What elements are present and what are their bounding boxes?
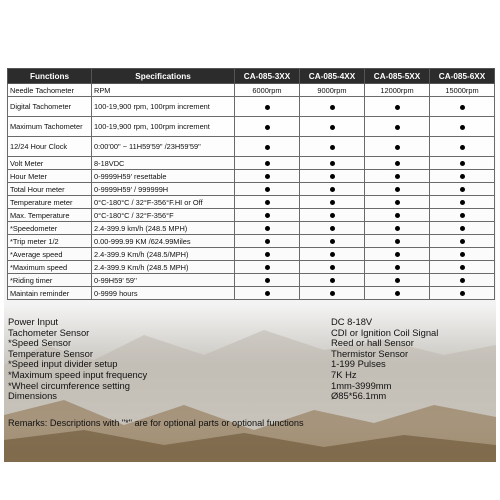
bullet-dot-icon bbox=[395, 252, 400, 257]
bullet-dot-icon bbox=[460, 213, 465, 218]
bullet-dot-icon bbox=[395, 226, 400, 231]
feature-available-cell bbox=[300, 183, 365, 196]
feature-available-cell bbox=[365, 137, 430, 157]
spec-value: Reed or hall Sensor bbox=[331, 337, 414, 349]
feature-available-cell bbox=[430, 97, 495, 117]
bullet-dot-icon bbox=[330, 187, 335, 192]
bullet-dot-icon bbox=[395, 187, 400, 192]
table-row bbox=[8, 248, 495, 261]
function-cell: Total Hour meter bbox=[8, 183, 92, 196]
feature-available-cell bbox=[430, 196, 495, 209]
bullet-dot-icon bbox=[330, 226, 335, 231]
model-value-cell: 12000rpm bbox=[365, 84, 430, 97]
spec-label: *Maximum speed input frequency bbox=[8, 368, 148, 380]
bullet-dot-icon bbox=[460, 252, 465, 257]
bullet-dot-icon bbox=[460, 239, 465, 244]
feature-available-cell bbox=[430, 248, 495, 261]
table-row bbox=[8, 97, 495, 117]
feature-available-cell bbox=[430, 235, 495, 248]
bullet-dot-icon bbox=[460, 291, 465, 296]
bullet-dot-icon bbox=[330, 200, 335, 205]
bullet-dot-icon bbox=[265, 278, 270, 283]
bullet-dot-icon bbox=[395, 278, 400, 283]
table-row bbox=[8, 235, 495, 248]
bullet-dot-icon bbox=[265, 226, 270, 231]
feature-available-cell bbox=[430, 157, 495, 170]
table-row bbox=[8, 196, 495, 209]
bullet-dot-icon bbox=[395, 265, 400, 270]
function-cell: Hour Meter bbox=[8, 170, 92, 183]
table-row bbox=[8, 137, 495, 157]
bullet-dot-icon bbox=[395, 125, 400, 130]
feature-available-cell bbox=[430, 222, 495, 235]
table-row bbox=[8, 157, 495, 170]
feature-available-cell bbox=[300, 287, 365, 300]
feature-available-cell bbox=[300, 117, 365, 137]
spec-label: *Wheel circumference setting bbox=[8, 379, 130, 391]
spec-cell: RPM bbox=[92, 84, 235, 97]
spec-cell: 2.4-399.9 Km/h (248.5/MPH) bbox=[92, 248, 235, 261]
function-cell: Maintain reminder bbox=[8, 287, 92, 300]
bullet-dot-icon bbox=[330, 265, 335, 270]
table-row bbox=[8, 183, 495, 196]
function-cell: Temperature meter bbox=[8, 196, 92, 209]
feature-available-cell bbox=[300, 209, 365, 222]
feature-available-cell bbox=[235, 170, 300, 183]
bullet-dot-icon bbox=[265, 291, 270, 296]
bullet-dot-icon bbox=[460, 265, 465, 270]
function-cell: *Maximum speed bbox=[8, 261, 92, 274]
model-value-cell: 6000rpm bbox=[235, 84, 300, 97]
bullet-dot-icon bbox=[265, 200, 270, 205]
feature-available-cell bbox=[235, 235, 300, 248]
model-value-cell: 15000rpm bbox=[430, 84, 495, 97]
feature-available-cell bbox=[365, 222, 430, 235]
column-header: Functions bbox=[8, 69, 92, 84]
bullet-dot-icon bbox=[330, 145, 335, 150]
feature-available-cell bbox=[300, 170, 365, 183]
bullet-dot-icon bbox=[330, 252, 335, 257]
bullet-dot-icon bbox=[265, 105, 270, 110]
bullet-dot-icon bbox=[395, 239, 400, 244]
feature-available-cell bbox=[300, 137, 365, 157]
feature-table bbox=[7, 68, 495, 300]
table-row bbox=[8, 170, 495, 183]
bullet-dot-icon bbox=[395, 213, 400, 218]
bullet-dot-icon bbox=[330, 161, 335, 166]
remarks-note: Remarks: Descriptions with "*" are for optional parts or optional functions bbox=[8, 418, 304, 428]
specifications-list bbox=[6, 317, 494, 402]
spec-cell: 0.00-999.99 KM /624.99Miles bbox=[92, 235, 235, 248]
feature-available-cell bbox=[365, 287, 430, 300]
function-cell: Maximum Tachometer bbox=[8, 117, 92, 137]
spec-row bbox=[6, 381, 494, 392]
bullet-dot-icon bbox=[330, 291, 335, 296]
spec-value: 7K Hz bbox=[331, 368, 357, 380]
feature-available-cell bbox=[365, 248, 430, 261]
function-cell: *Speedometer bbox=[8, 222, 92, 235]
function-cell: Digital Tachometer bbox=[8, 97, 92, 117]
feature-available-cell bbox=[235, 248, 300, 261]
feature-available-cell bbox=[430, 183, 495, 196]
function-cell: *Trip meter 1/2 bbox=[8, 235, 92, 248]
function-cell: Needle Tachometer bbox=[8, 84, 92, 97]
spec-cell: 0°C-180°C / 32°F-356°F bbox=[92, 209, 235, 222]
table-row bbox=[8, 117, 495, 137]
bullet-dot-icon bbox=[265, 252, 270, 257]
spec-value: Thermistor Sensor bbox=[331, 347, 409, 359]
feature-available-cell bbox=[300, 235, 365, 248]
bullet-dot-icon bbox=[265, 265, 270, 270]
column-header: CA-085-6XX bbox=[430, 69, 495, 84]
feature-available-cell bbox=[235, 137, 300, 157]
table-row bbox=[8, 84, 495, 97]
feature-available-cell bbox=[300, 222, 365, 235]
feature-available-cell bbox=[235, 97, 300, 117]
spec-cell: 2.4-399.9 km/h (248.5 MPH) bbox=[92, 222, 235, 235]
column-header: CA-085-4XX bbox=[300, 69, 365, 84]
feature-available-cell bbox=[365, 157, 430, 170]
bullet-dot-icon bbox=[330, 213, 335, 218]
bullet-dot-icon bbox=[330, 278, 335, 283]
bullet-dot-icon bbox=[265, 187, 270, 192]
bullet-dot-icon bbox=[460, 278, 465, 283]
function-cell: Volt Meter bbox=[8, 157, 92, 170]
spec-cell: 8-18VDC bbox=[92, 157, 235, 170]
bullet-dot-icon bbox=[265, 174, 270, 179]
feature-available-cell bbox=[365, 183, 430, 196]
bullet-dot-icon bbox=[395, 174, 400, 179]
spec-row bbox=[6, 328, 494, 339]
spec-label: *Speed input divider setup bbox=[8, 358, 118, 370]
feature-available-cell bbox=[365, 117, 430, 137]
bullet-dot-icon bbox=[265, 161, 270, 166]
spec-cell: 0-99H59' 59'' bbox=[92, 274, 235, 287]
bullet-dot-icon bbox=[330, 174, 335, 179]
bullet-dot-icon bbox=[330, 239, 335, 244]
function-cell: *Riding timer bbox=[8, 274, 92, 287]
feature-available-cell bbox=[235, 261, 300, 274]
feature-available-cell bbox=[365, 274, 430, 287]
column-header: CA-085-5XX bbox=[365, 69, 430, 84]
bullet-dot-icon bbox=[265, 213, 270, 218]
bullet-dot-icon bbox=[460, 161, 465, 166]
bullet-dot-icon bbox=[395, 105, 400, 110]
spec-cell: 0-9999H59' / 999999H bbox=[92, 183, 235, 196]
bullet-dot-icon bbox=[330, 125, 335, 130]
bullet-dot-icon bbox=[460, 174, 465, 179]
spec-value: 1-199 Pulses bbox=[331, 358, 386, 370]
bullet-dot-icon bbox=[460, 145, 465, 150]
feature-available-cell bbox=[365, 196, 430, 209]
spec-label: Power Input bbox=[8, 316, 59, 327]
feature-available-cell bbox=[430, 117, 495, 137]
feature-available-cell bbox=[430, 261, 495, 274]
spec-cell: 0-9999 hours bbox=[92, 287, 235, 300]
spec-row bbox=[6, 317, 494, 328]
function-cell: 12/24 Hour Clock bbox=[8, 137, 92, 157]
feature-available-cell bbox=[300, 196, 365, 209]
function-cell: *Average speed bbox=[8, 248, 92, 261]
spec-value: DC 8-18V bbox=[331, 316, 373, 327]
bullet-dot-icon bbox=[265, 145, 270, 150]
model-value-cell: 9000rpm bbox=[300, 84, 365, 97]
table-row bbox=[8, 261, 495, 274]
feature-available-cell bbox=[235, 196, 300, 209]
spec-row bbox=[6, 391, 494, 402]
spec-value: Ø85*56.1mm bbox=[331, 390, 387, 402]
spec-cell: 0°C-180°C / 32°F-356°F.HI or Off bbox=[92, 196, 235, 209]
table-row bbox=[8, 222, 495, 235]
bullet-dot-icon bbox=[330, 105, 335, 110]
spec-cell: 100-19,900 rpm, 100rpm increment bbox=[92, 97, 235, 117]
feature-available-cell bbox=[235, 157, 300, 170]
spec-value: CDI or Ignition Coil Signal bbox=[331, 326, 439, 338]
spec-row bbox=[6, 370, 494, 381]
spec-label: Tachometer Sensor bbox=[8, 326, 90, 338]
spec-cell: 2.4-399.9 Km/h (248.5 MPH) bbox=[92, 261, 235, 274]
bullet-dot-icon bbox=[395, 291, 400, 296]
bullet-dot-icon bbox=[460, 200, 465, 205]
bullet-dot-icon bbox=[265, 239, 270, 244]
feature-available-cell bbox=[300, 248, 365, 261]
spec-label: Temperature Sensor bbox=[8, 347, 93, 359]
column-header: Specifications bbox=[92, 69, 235, 84]
bullet-dot-icon bbox=[460, 187, 465, 192]
feature-available-cell bbox=[235, 183, 300, 196]
spec-value: 1mm-3999mm bbox=[331, 379, 392, 391]
spec-cell: 100-19,900 rpm, 100rpm increment bbox=[92, 117, 235, 137]
bullet-dot-icon bbox=[395, 145, 400, 150]
table-row bbox=[8, 209, 495, 222]
feature-available-cell bbox=[430, 137, 495, 157]
bullet-dot-icon bbox=[395, 200, 400, 205]
feature-available-cell bbox=[365, 235, 430, 248]
table-header-row bbox=[8, 69, 495, 84]
bullet-dot-icon bbox=[460, 105, 465, 110]
feature-available-cell bbox=[365, 209, 430, 222]
feature-available-cell bbox=[235, 274, 300, 287]
spec-label: Dimensions bbox=[8, 390, 57, 402]
bullet-dot-icon bbox=[395, 161, 400, 166]
bullet-dot-icon bbox=[460, 226, 465, 231]
bullet-dot-icon bbox=[265, 125, 270, 130]
feature-available-cell bbox=[300, 97, 365, 117]
bullet-dot-icon bbox=[460, 125, 465, 130]
feature-available-cell bbox=[430, 287, 495, 300]
function-cell: Max. Temperature bbox=[8, 209, 92, 222]
feature-available-cell bbox=[300, 261, 365, 274]
feature-available-cell bbox=[235, 117, 300, 137]
spec-cell: 0-9999H59' resettable bbox=[92, 170, 235, 183]
feature-available-cell bbox=[365, 97, 430, 117]
spec-sheet bbox=[4, 65, 496, 462]
feature-available-cell bbox=[365, 261, 430, 274]
feature-available-cell bbox=[235, 222, 300, 235]
feature-available-cell bbox=[300, 274, 365, 287]
column-header: CA-085-3XX bbox=[235, 69, 300, 84]
feature-available-cell bbox=[430, 170, 495, 183]
feature-available-cell bbox=[235, 287, 300, 300]
feature-available-cell bbox=[365, 170, 430, 183]
spec-cell: 0:00'00" ~ 11H59'59" /23H59'59" bbox=[92, 137, 235, 157]
feature-available-cell bbox=[300, 157, 365, 170]
spec-label: *Speed Sensor bbox=[8, 337, 72, 349]
feature-available-cell bbox=[430, 274, 495, 287]
table-row bbox=[8, 274, 495, 287]
feature-available-cell bbox=[235, 209, 300, 222]
table-row bbox=[8, 287, 495, 300]
feature-available-cell bbox=[430, 209, 495, 222]
